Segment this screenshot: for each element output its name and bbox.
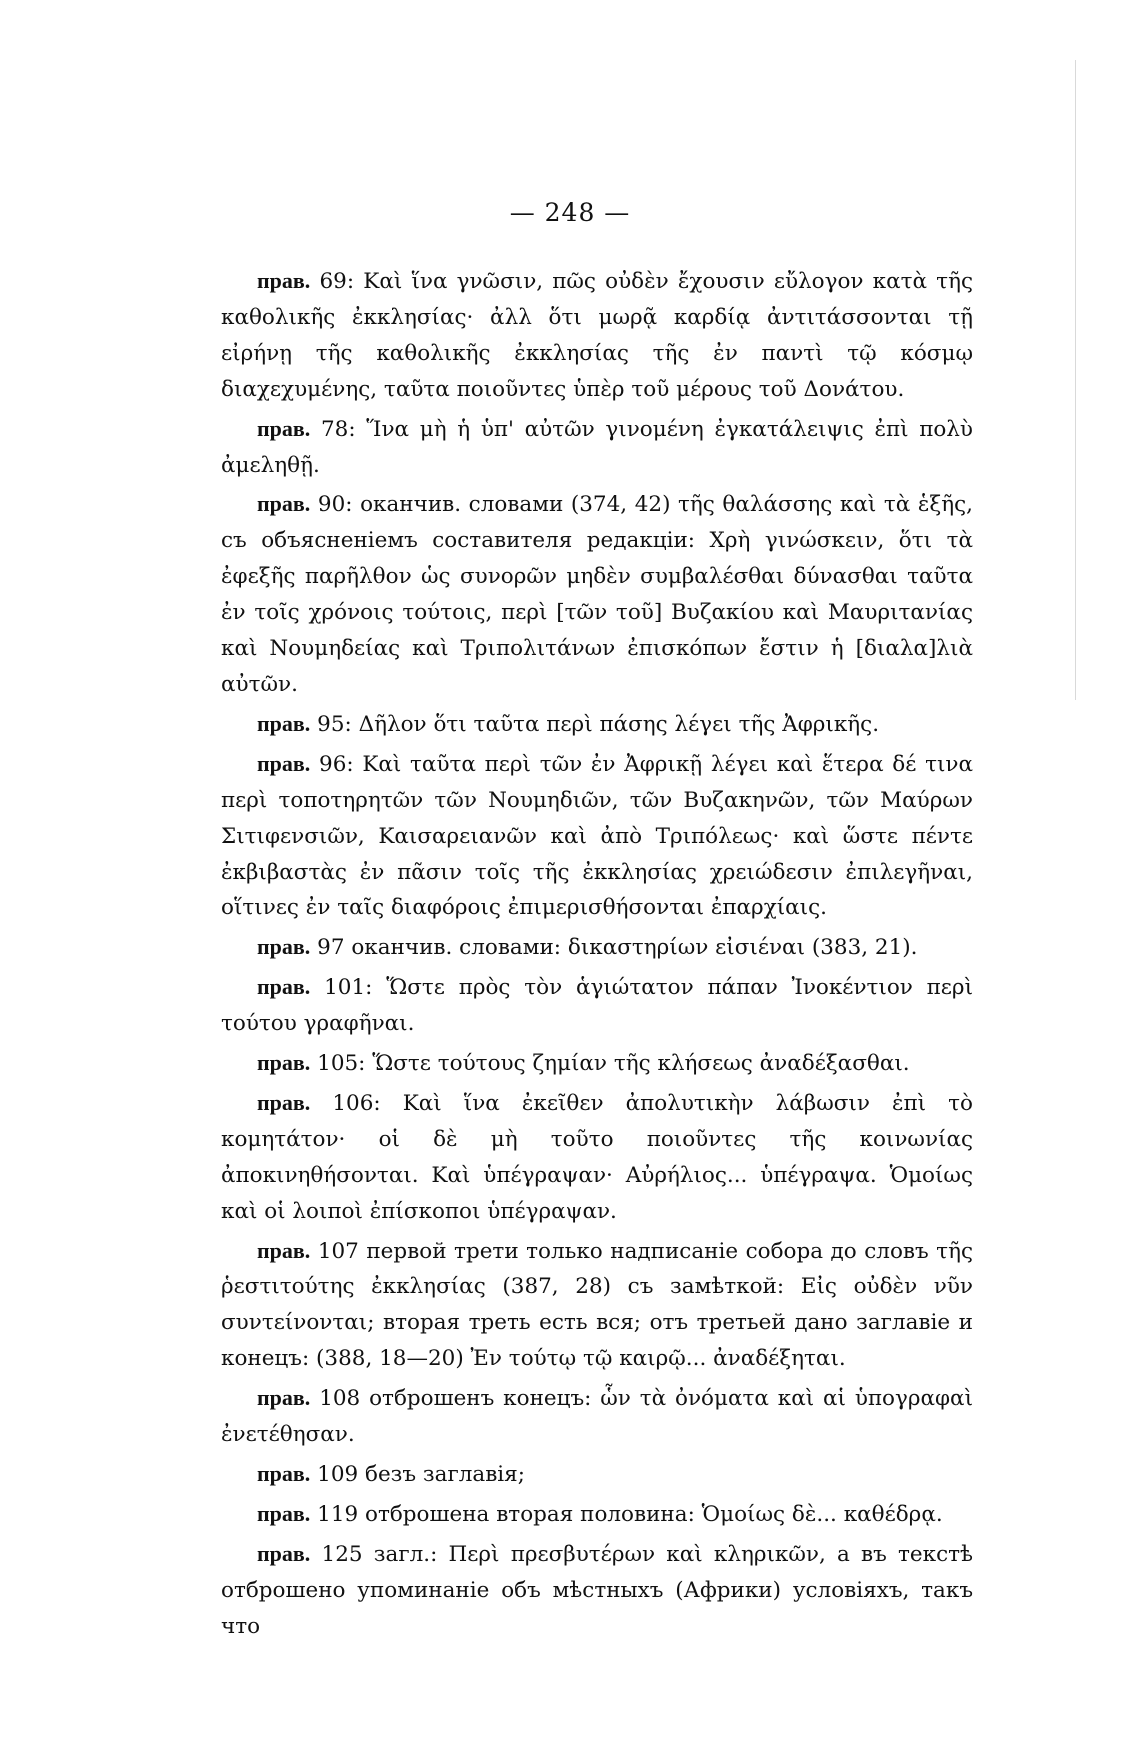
paragraph-prav-96 xyxy=(221,746,973,927)
rule-label: прав. xyxy=(257,415,311,441)
paragraph-prav-119 xyxy=(221,1496,973,1533)
paragraph-prav-109 xyxy=(221,1456,973,1493)
paragraph-prav-125 xyxy=(221,1536,973,1645)
paragraph-prav-106 xyxy=(221,1085,973,1230)
paragraph-prav-90 xyxy=(221,486,973,702)
scan-edge-line xyxy=(1075,60,1076,700)
rule-label: прав. xyxy=(257,1500,311,1526)
rule-label: прав. xyxy=(257,268,311,293)
paragraph-text: 69: Καὶ ἵνα γνῶσιν, πῶς οὐδὲν ἔχουσιν εὔλογον κατὰ τῆς καθολικῆς ἐκκλησίας· ἀλλ ὅτι μωρᾷ καρδίᾳ ἀντιτάσσονται τῇ εἰρήνῃ τῆς καθολικῆς ἐκκλησίας τῆς ἐν παντὶ τῷ κόσμῳ διαχεχυμένης, ταῦτα ποιοῦντες ὑπὲρ τοῦ μέρους τοῦ Δονάτου. xyxy=(221,269,973,402)
paragraph-prav-108 xyxy=(221,1380,973,1453)
page-number: — 248 — xyxy=(509,198,631,227)
rule-label: прав. xyxy=(257,1540,311,1566)
paragraph-text: 105: Ὥστε τούτους ζημίαν τῆς κλήσεως ἀναδέξασθαι. xyxy=(317,1051,910,1077)
paragraph-text: 78: Ἵνα μὴ ἡ ὑπ' αὐτῶν γινομένη ἐγκατάλειψις ἐπὶ πολὺ ἀμεληθῇ. xyxy=(221,416,973,478)
rule-label: прав. xyxy=(257,934,311,960)
paragraph-text: 101: Ὥστε πρὸς τὸν ἁγιώτατον πάπαν Ἰνοκέντιον περὶ τούτου γραφῆναι. xyxy=(221,975,974,1037)
paragraph-prav-95 xyxy=(221,706,973,743)
rule-label: прав. xyxy=(257,1461,311,1486)
main-text xyxy=(221,263,973,1648)
rule-label: прав. xyxy=(257,1237,311,1263)
rule-label: прав. xyxy=(257,974,311,1000)
paragraph-prav-101 xyxy=(221,969,973,1042)
rule-label: прав. xyxy=(257,1089,311,1115)
paragraph-prav-97 xyxy=(221,929,973,966)
paragraph-prav-69 xyxy=(221,263,973,408)
rule-label: прав. xyxy=(257,1050,311,1076)
rule-label: прав. xyxy=(257,750,311,776)
paragraph-text: 108 отброшенъ конецъ: ὧν τὰ ὀνόματα καὶ αἱ ὑπογραφαὶ ἐνετέθησαν. xyxy=(221,1386,973,1448)
paragraph-text: 95: Δῆλον ὅτι ταῦτα περὶ πάσης λέγει τῆς Ἀφρικῆς. xyxy=(317,711,880,737)
paragraph-text: 109 безъ заглавія; xyxy=(317,1462,525,1487)
rule-label: прав. xyxy=(257,1385,311,1411)
rule-label: прав. xyxy=(257,710,311,736)
paragraph-text: 119 отброшена вторая половина: Ὁμοίως δὲ... καθέδρᾳ. xyxy=(317,1501,943,1527)
paragraph-text: 106: Καὶ ἵνα ἐκεῖθεν ἀπολυτικὴν λάβωσιν ἐπὶ τὸ κομητάτον· οἱ δὲ μὴ τοῦτο ποιοῦντες τῆς κοινωνίας ἀποκινηθήσονται. Καὶ ὑπέγραψαν· Αὐρήλιος... ὑπέγραψα. Ὁμοίως καὶ οἱ λοιποὶ ἐπίσκοποι ὑπέγραψαν. xyxy=(221,1090,973,1224)
paragraph-text: 96: Καὶ ταῦτα περὶ τῶν ἐν Ἀφρικῇ λέγει καὶ ἕτερα δέ τινα περὶ τοποτηρητῶν τῶν Νουμηδιῶν, τῶν Βυζακηνῶν, τῶν Μαύρων Σιτιφενσιῶν, Καισαρειανῶν καὶ ἀπὸ Τριπόλεως· καὶ ὥστε πέντε ἐκβιβαστὰς ἐν πᾶσιν τοῖς τῆς ἐκκλησίας χρειώδεσιν ἐπιλεγῆναι, οἵτινες ἐν ταῖς διαφόροις ἐπιμερισθήσονται ἐπαρχίαις. xyxy=(221,751,974,921)
paragraph-prav-78 xyxy=(221,411,973,484)
rule-label: прав. xyxy=(257,491,311,517)
paragraph-text: 90: оканчив. словами (374, 42) τῆς θαλάσσης καὶ τὰ ἑξῆς, съ объясненіемъ составителя редакціи: Χρὴ γινώσκειν, ὅτι τὰ ἐφεξῆς παρῆλθον ὡς συνορῶν μηδὲν συμβαλέσθαι δύνασθαι ταῦτα ἐν τοῖς χρόνοις τούτοις, περὶ [τῶν τοῦ] Βυζακίου καὶ Μαυριτανίας καὶ Νουμηδείας καὶ Τριπολιτάνων ἐπισκόπων ἔστιν ἡ [διαλα]λιὰ αὐτῶν. xyxy=(221,492,973,697)
paragraph-text: 107 первой трети только надписаніе собора до словъ τῆς ῥεστιτούτης ἐκκλησίας (387, 28) съ замѣткой: Εἰς οὐδὲν νῦν συντείνονται; вторая треть есть вся; отъ третьей дано заглавіе и конецъ: (388, 18—20) Ἐν τούτῳ τῷ καιρῷ... ἀναδέξηται. xyxy=(221,1238,973,1372)
paragraph-text: 97 оканчив. словами: δικαστηρίων εἰσιέναι (383, 21). xyxy=(317,935,918,961)
paragraph-prav-105 xyxy=(221,1045,973,1082)
paragraph-prav-107 xyxy=(221,1233,973,1378)
paragraph-text: 125 загл.: Περὶ πρεσβυτέρων καὶ κληρικῶν, а въ текстѣ отброшено упоминаніе объ мѣстныхъ (Африки) условіяхъ, такъ что xyxy=(221,1541,973,1639)
